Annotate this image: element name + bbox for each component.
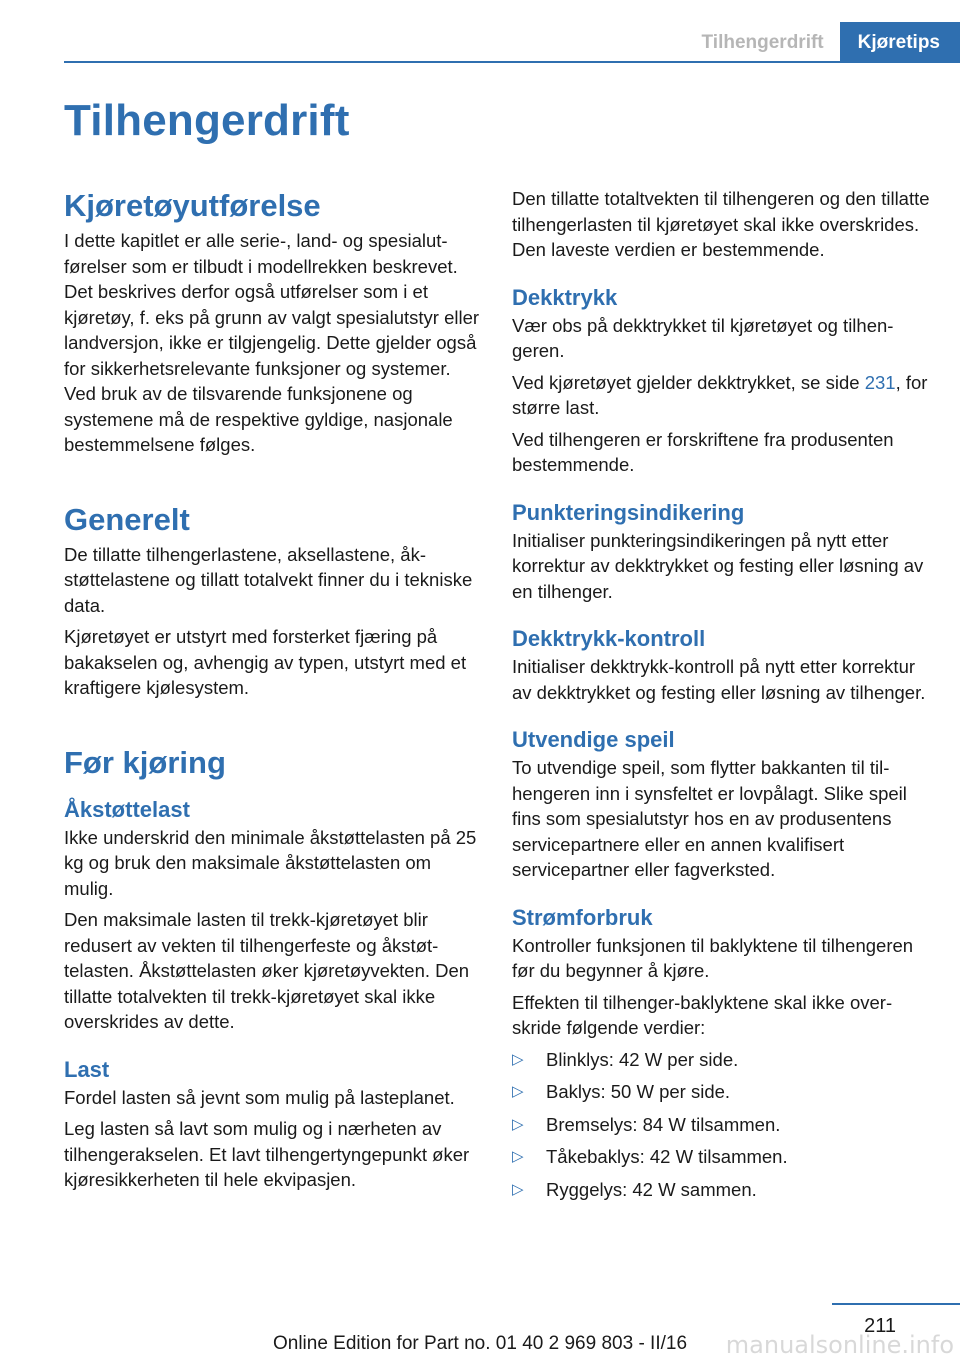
triangle-bullet-icon: ▷ [512,1148,524,1165]
tab-tilhengerdrift[interactable]: Tilhengerdrift [701,32,824,53]
list-item-text: Bremselys: 84 W tilsammen. [546,1113,781,1135]
tab-kjoretips[interactable]: Kjøretips [840,22,960,63]
list-item-text: Ryggelys: 42 W sammen. [546,1178,757,1200]
subsection-title-stromforbruk: Strømforbruk [512,904,653,930]
list-item [512,1144,932,1170]
list-item [512,1112,932,1138]
subsection-title-last: Last [64,1056,110,1082]
list-item [512,1177,932,1203]
paragraph: Den maksimale lasten til trekk-kjøretøyet blir redusert av vekten til tilhengerfeste og åkstøttelasten. Åkstøttelasten øker kjøretøyvekten. Den tillatte totalvekten til trekk-kjøretøyet skal ikke overskrides av dette. [64,909,470,1032]
paragraph: Den tillatte totaltvekten til tilhengeren og den tillatte tilhengerlasten til kjøretøyet skal ikke overskrides. Den laveste verdien er bestemmende. [512,188,930,260]
paragraph [512,370,932,421]
paragraph: Initialiser punkteringsindikeringen på nytt etter korrektur av dekktrykket og festing eller løsning av en tilhenger. [512,529,924,602]
paragraph: Effekten til tilhenger-baklyktene skal ikke overskride følgende verdier: [512,991,893,1038]
list-item [512,1047,932,1073]
subsection-title-utvendige-speil: Utvendige speil [512,727,675,752]
section-title-generelt: Generelt [64,501,190,537]
list-item-text: Tåkebaklys: 42 W tilsammen. [546,1146,788,1167]
paragraph: To utvendige speil, som flytter bakkanten til tilhengeren inn i synsfeltet er lovpålagt. Slike speil fins som spesialutstyr hos en av produsentens servicepartnere eller en annen kvalifisert servicepartner eller fagverksted. [512,757,907,880]
triangle-bullet-icon: ▷ [512,1180,524,1198]
subsection-title-punkteringsindikering: Punkteringsindikering [512,499,745,525]
text: , for større last. [512,371,928,418]
section-title-for-kjoring: Før kjøring [64,744,226,780]
subsection-title-akstottelast: Åkstøttelast [64,796,190,822]
paragraph: Ikke underskrid den minimale åkstøttelasten på 25 kg og bruk den maksimale åkstøttelasten om mulig. [64,826,477,899]
list-item-text: Blinklys: 42 W per side. [546,1048,739,1070]
paragraph: Kjøretøyet er utstyrt med forsterket fjæring på bakakselen og, avhengig av typen, utstyrt med et kraftigere kjølesystem. [64,626,467,698]
list-item-text: Baklys: 50 W per side. [546,1081,731,1102]
paragraph: Leg lasten så lavt som mulig og i nærheten av tilhengerakselen. Et lavt tilhengertyngepunkt øker kjøresikkerheten til hele ekvipasjen. [64,1118,470,1190]
header-nav [686,22,960,63]
list-item [512,1079,932,1105]
paragraph: Kontroller funksjonen til baklyktene til tilhengeren før du begynner å kjøre. [512,934,914,981]
page-title: Tilhengerdrift [64,96,350,145]
triangle-bullet-icon: ▷ [512,1083,524,1100]
text: Ved kjøretøyet gjelder dekktrykket, se side [512,371,865,393]
page-number: 211 [864,1315,896,1337]
paragraph: Ved tilhengeren er forskriftene fra produsenten bestemmende. [512,428,894,475]
footer-rule [832,1303,960,1305]
paragraph: Initialiser dekktrykk-kontroll på nytt etter korrektur av dekktrykket og festing eller løsning av tilhenger. [512,656,926,703]
paragraph: Fordel lasten så jevnt som mulig på lasteplanet. [64,1086,455,1108]
subsection-title-dekktrykk-kontroll: Dekktrykk-kontroll [512,626,706,651]
bullet-list [512,1047,932,1203]
right-column [512,186,932,1209]
edition-note: Online Edition for Part no. 01 40 2 969 803 - II/16 [272,1333,688,1354]
paragraph: De tillatte tilhengerlastene, aksellastene, åkstøttelastene og tillatt totalvekt finner du i tekniske data. [64,543,473,616]
watermark: manualsonline.info [725,1331,954,1359]
section-title-kjoretoyutforelse: Kjøretøyutførelse [64,188,321,223]
paragraph: Vær obs på dekktrykket til kjøretøyet og tilhengeren. [512,314,894,361]
triangle-bullet-icon: ▷ [512,1050,524,1068]
subsection-title-dekktrykk: Dekktrykk [512,284,618,310]
triangle-bullet-icon: ▷ [512,1115,524,1133]
left-column [64,186,482,1193]
paragraph: I dette kapitlet er alle serie-, land- og spesialutførelser som er tilbudt i modellrekken beskrevet. Det beskrives derfor også utførelser som i et kjøretøy, f. eks på grunn av valgt spesialutstyr eller landversjon, ikke er tilgjengelig. Dette gjelder også for sikkerhetsrelevante funksjoner og systemer. Ved bruk av de tilsvarende funksjonene og systemene må de respektive gyldige, nasjonale bestemmelsene følges. [64,230,480,455]
page-link[interactable]: 231 [864,371,896,393]
